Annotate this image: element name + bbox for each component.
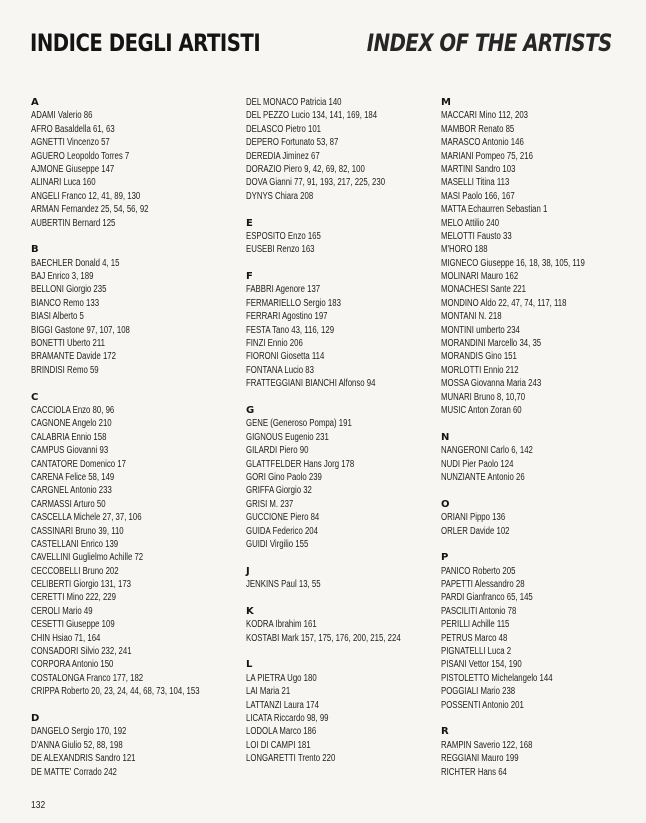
artist-entry: PISANI Vettor 154, 190 (441, 659, 522, 671)
artist-entry: BRAMANTE Davide 172 (31, 351, 116, 363)
section-gap (246, 591, 446, 604)
artist-entry: GIGNOUS Eugenio 231 (246, 431, 329, 443)
artist-entry: GILARDI Piero 90 (246, 445, 309, 457)
artist-entry: MONTINI umberto 234 (441, 324, 520, 336)
artist-entry: CAGNONE Angelo 210 (31, 418, 112, 430)
section-gap (441, 417, 641, 430)
artist-entry: PASCILITI Antonio 78 (441, 605, 517, 617)
artist-entry: FERRARI Agostino 197 (246, 311, 328, 323)
artist-entry: DYNYS Chiara 208 (246, 190, 314, 202)
section-letter: K (246, 605, 254, 617)
artist-entry: MUSIC Anton Zoran 60 (441, 404, 522, 416)
artist-entry: MARIANI Pompeo 75, 216 (441, 150, 533, 162)
index-section (246, 605, 446, 645)
artist-entry: PETRUS Marco 48 (441, 632, 508, 644)
artist-entry: GUIDA Federico 204 (246, 525, 318, 537)
section-gap (246, 551, 446, 564)
artist-entry: RICHTER Hans 64 (441, 766, 507, 778)
artist-entry: CAMPUS Giovanni 93 (31, 445, 109, 457)
index-section (441, 96, 641, 417)
artist-entry: GORI Gino Paolo 239 (246, 471, 322, 483)
page-header (30, 26, 612, 60)
artist-entry: MATTA Echaurren Sebastian 1 (441, 204, 548, 216)
artist-entry: ESPOSITO Enzo 165 (246, 230, 321, 242)
artist-entry: BELLONI Giorgio 235 (31, 284, 107, 296)
artist-entry: GUIDI Virgilio 155 (246, 538, 309, 550)
artist-entry: CERETTI Mino 222, 229 (31, 592, 116, 604)
artist-entry: MONDINO Aldo 22, 47, 74, 117, 118 (441, 297, 567, 309)
artist-entry: CASCELLA Michele 27, 37, 106 (31, 512, 142, 524)
artist-entry: CESETTI Giuseppe 109 (31, 619, 115, 631)
artist-entry: CALABRIA Ennio 158 (31, 431, 107, 443)
artist-entry: DORAZIO Piero 9, 42, 69, 82, 100 (246, 163, 365, 175)
section-letter: E (246, 217, 253, 229)
artist-entry: AJMONE Giuseppe 147 (31, 163, 115, 175)
artist-entry: D'ANNA Giulio 52, 88, 198 (31, 739, 123, 751)
index-column-1 (31, 96, 231, 779)
artist-entry: CELIBERTI Giorgio 131, 173 (31, 579, 132, 591)
index-section (441, 498, 641, 538)
artist-entry: DE MATTE' Corrado 242 (31, 766, 117, 778)
artist-entry: MASELLI Titina 113 (441, 177, 510, 189)
index-section (246, 565, 446, 592)
section-gap (31, 230, 231, 243)
artist-entry: NANGERONI Carlo 6, 142 (441, 445, 533, 457)
artist-entry: CHIN Hsiao 71, 164 (31, 632, 101, 644)
section-gap (246, 391, 446, 404)
artist-entry: POSSENTI Antonio 201 (441, 699, 524, 711)
artist-entry: ARMAN Fernandez 25, 54, 56, 92 (31, 204, 149, 216)
artist-entry: PISTOLETTO Michelangelo 144 (441, 672, 553, 684)
artist-entry: BIGGI Gastone 97, 107, 108 (31, 324, 130, 336)
section-letter: R (441, 726, 449, 738)
section-gap (246, 257, 446, 270)
artist-entry: MOLINARI Mauro 162 (441, 271, 519, 283)
section-gap (441, 538, 641, 551)
index-section (31, 96, 231, 230)
artist-entry: DEL MONACO Patricia 140 (246, 97, 342, 108)
index-section (31, 712, 231, 779)
section-letter: B (31, 244, 39, 256)
section-letter: J (246, 565, 250, 577)
artist-entry: FESTA Tano 43, 116, 129 (246, 324, 335, 336)
artist-entry: PERILLI Achille 115 (441, 619, 510, 631)
index-section (441, 431, 641, 485)
section-letter: A (31, 97, 39, 108)
artist-entry: AUBERTIN Bernard 125 (31, 217, 116, 229)
artist-entry: PAPETTI Alessandro 28 (441, 579, 525, 591)
title-italian: INDICE DEGLI ARTISTI (30, 29, 261, 57)
artist-entry: MORANDIS Gino 151 (441, 351, 517, 363)
artist-entry: DEREDIA Jiminez 67 (246, 150, 320, 162)
artist-entry: JENKINS Paul 13, 55 (246, 579, 321, 591)
artist-entry: LA PIETRA Ugo 180 (246, 672, 317, 684)
artist-entry: MONACHESI Sante 221 (441, 284, 526, 296)
artist-entry: ANGELI Franco 12, 41, 89, 130 (31, 190, 141, 202)
artist-entry: CARMASSI Arturo 50 (31, 498, 106, 510)
artist-entry: CRIPPA Roberto 20, 23, 24, 44, 68, 73, 104, 153 (31, 686, 200, 698)
artist-entry: BIANCO Remo 133 (31, 297, 100, 309)
artist-entry: NUNZIANTE Antonio 26 (441, 471, 525, 483)
artist-entry: DE ALEXANDRIS Sandro 121 (31, 753, 136, 765)
artist-entry: LOI DI CAMPI 181 (246, 739, 311, 751)
section-gap (31, 377, 231, 390)
artist-entry: CACCIOLA Enzo 80, 96 (31, 404, 115, 416)
section-letter: M (441, 97, 451, 108)
artist-entry: KOSTABI Mark 157, 175, 176, 200, 215, 224 (246, 632, 401, 644)
artist-entry: DEL PEZZO Lucio 134, 141, 169, 184 (246, 110, 378, 122)
artist-entry: BAJ Enrico 3, 189 (31, 271, 94, 283)
artist-entry: GENE (Generoso Pompa) 191 (246, 418, 352, 430)
index-section (246, 217, 446, 257)
section-gap (246, 203, 446, 216)
artist-entry: COSTALONGA Franco 177, 182 (31, 672, 144, 684)
artist-entry: CONSADORI Silvio 232, 241 (31, 646, 132, 658)
section-letter: O (441, 498, 450, 510)
artist-entry: BAECHLER Donald 4, 15 (31, 257, 120, 269)
title-english: INDEX OF THE ARTISTS (366, 29, 612, 57)
section-letter: F (246, 271, 253, 283)
index-section (246, 658, 446, 765)
artist-entry: MELO Attilio 240 (441, 217, 500, 229)
section-gap (246, 645, 446, 658)
index-section (31, 391, 231, 699)
artist-entry: CORPORA Antonio 150 (31, 659, 114, 671)
artist-entry: FERMARIELLO Sergio 183 (246, 297, 341, 309)
artist-entry: ADAMI Valerio 86 (31, 110, 93, 122)
index-section (246, 96, 446, 203)
artist-entry: PANICO Roberto 205 (441, 565, 516, 577)
section-letter: G (246, 404, 255, 416)
artist-entry: DELASCO Pietro 101 (246, 123, 322, 135)
section-gap (441, 484, 641, 497)
section-gap (31, 699, 231, 712)
artist-entry: MELOTTI Fausto 33 (441, 230, 512, 242)
artist-entry: GLATTFELDER Hans Jorg 178 (246, 458, 355, 470)
artist-entry: PIGNATELLI Luca 2 (441, 646, 512, 658)
artist-entry: RAMPIN Saverio 122, 168 (441, 739, 533, 751)
artist-entry: EUSEBI Renzo 163 (246, 244, 315, 256)
artist-entry: BONETTI Uberto 211 (31, 338, 105, 350)
artist-entry: MOSSA Giovanna Maria 243 (441, 378, 542, 390)
artist-entry: CARENA Felice 58, 149 (31, 471, 115, 483)
artist-entry: DANGELO Sergio 170, 192 (31, 726, 127, 738)
artist-entry: MUNARI Bruno 8, 10,70 (441, 391, 526, 403)
artist-entry: FRATTEGGIANI BIANCHI Alfonso 94 (246, 378, 376, 390)
artist-entry: MONTANI N. 218 (441, 311, 502, 323)
artist-entry: BIASI Alberto 5 (31, 311, 84, 323)
artist-entry: PARDI Gianfranco 65, 145 (441, 592, 533, 604)
artist-entry: MORLOTTI Ennio 212 (441, 364, 519, 376)
artist-entry: MORANDINI Marcello 34, 35 (441, 338, 542, 350)
section-letter: L (246, 659, 253, 671)
artist-entry: FABBRI Agenore 137 (246, 284, 321, 296)
artist-entry: POGGIALI Mario 238 (441, 686, 516, 698)
artist-entry: BRINDISI Remo 59 (31, 364, 99, 376)
artist-entry: GUCCIONE Piero 84 (246, 512, 320, 524)
artist-entry: KODRA Ibrahim 161 (246, 619, 317, 631)
section-letter: N (441, 431, 450, 443)
artist-entry: DOVA Gianni 77, 91, 193, 217, 225, 230 (246, 177, 386, 189)
index-section (441, 551, 641, 712)
artist-entry: DEPERO Fortunato 53, 87 (246, 137, 339, 149)
artist-entry: LODOLA Marco 186 (246, 726, 317, 738)
artist-entry: ORIANI Pippo 136 (441, 512, 506, 524)
artist-entry: AFRO Basaldella 61, 63 (31, 123, 115, 135)
artist-entry: MIGNECO Giuseppe 16, 18, 38, 105, 119 (441, 257, 585, 269)
artist-entry: M'HORO 188 (441, 244, 488, 256)
page-number: 132 (31, 800, 46, 811)
section-letter: D (31, 712, 40, 724)
artist-entry: CECCOBELLI Bruno 202 (31, 565, 119, 577)
artist-entry: CANTATORE Domenico 17 (31, 458, 126, 470)
section-letter: C (31, 391, 39, 403)
artist-entry: CEROLI Mario 49 (31, 605, 93, 617)
artist-entry: NUDI Pier Paolo 124 (441, 458, 514, 470)
artist-entry: ORLER Davide 102 (441, 525, 510, 537)
artist-entry: FINZI Ennio 206 (246, 338, 303, 350)
index-section (246, 404, 446, 551)
artist-entry: CAVELLINI Guglielmo Achille 72 (31, 552, 144, 564)
artist-entry: LONGARETTI Trento 220 (246, 753, 336, 765)
section-letter: P (441, 552, 449, 564)
index-column-2 (246, 96, 446, 766)
artist-entry: MACCARI Mino 112, 203 (441, 110, 528, 122)
artist-entry: MASI Paolo 166, 167 (441, 190, 515, 202)
artist-entry: ALINARI Luca 160 (31, 177, 96, 189)
artist-entry: FONTANA Lucio 83 (246, 364, 314, 376)
index-column-3 (441, 96, 641, 779)
artist-entry: MARASCO Antonio 146 (441, 137, 524, 149)
index-section (246, 270, 446, 391)
index-section (31, 243, 231, 377)
artist-index (0, 96, 646, 796)
index-section (441, 725, 641, 779)
artist-entry: AGNETTI Vincenzo 57 (31, 137, 110, 149)
artist-entry: CASSINARI Bruno 39, 110 (31, 525, 124, 537)
artist-entry: GRISI M. 237 (246, 498, 294, 510)
artist-entry: REGGIANI Mauro 199 (441, 753, 519, 765)
artist-entry: CARGNEL Antonio 233 (31, 485, 112, 497)
artist-entry: AGUERO Leopoldo Torres 7 (31, 150, 130, 162)
artist-entry: MARTINI Sandro 103 (441, 163, 516, 175)
artist-entry: FIORONI Giosetta 114 (246, 351, 325, 363)
artist-entry: CASTELLANI Enrico 139 (31, 538, 119, 550)
section-gap (441, 712, 641, 725)
artist-entry: GRIFFA Giorgio 32 (246, 485, 312, 497)
artist-entry: LATTANZI Laura 174 (246, 699, 319, 711)
artist-entry: LAI Maria 21 (246, 686, 291, 698)
artist-entry: LICATA Riccardo 98, 99 (246, 712, 329, 724)
artist-entry: MAMBOR Renato 85 (441, 123, 515, 135)
